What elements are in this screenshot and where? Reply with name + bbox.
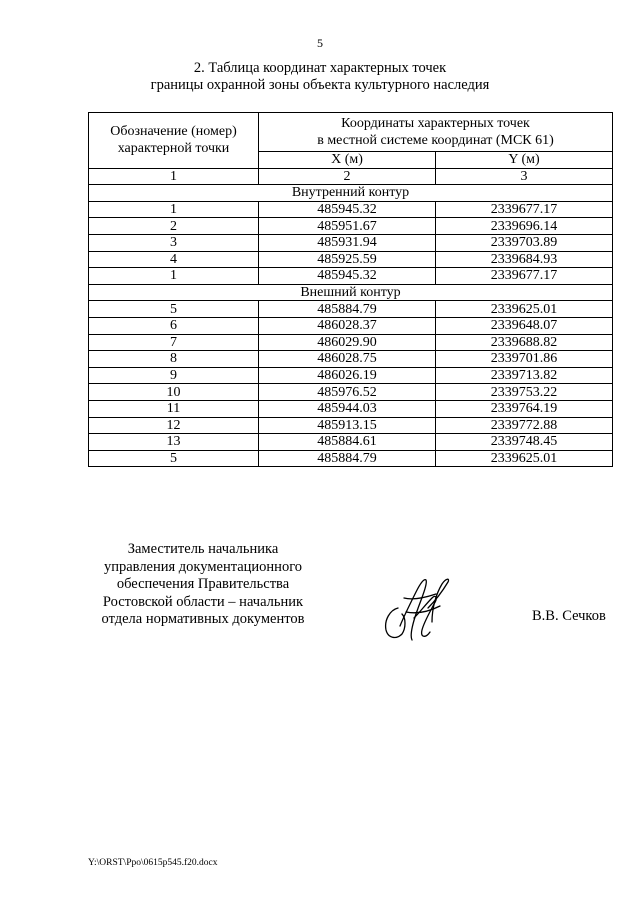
table-row xyxy=(89,234,613,251)
cell-y: 2339625.01 xyxy=(436,301,613,318)
cell-x: 485945.32 xyxy=(259,268,436,285)
cell-y: 2339764.19 xyxy=(436,400,613,417)
cell-x: 485945.32 xyxy=(259,201,436,218)
cell-y: 2339772.88 xyxy=(436,417,613,434)
cell-x: 486026.19 xyxy=(259,367,436,384)
table-row xyxy=(89,417,613,434)
cell-point: 7 xyxy=(89,334,259,351)
table-row xyxy=(89,351,613,368)
cell-x: 485944.03 xyxy=(259,400,436,417)
cell-point: 5 xyxy=(89,301,259,318)
cell-y: 2339625.01 xyxy=(436,450,613,467)
coordinates-table xyxy=(88,112,613,467)
position-line-3: обеспечения Правительства xyxy=(116,576,290,593)
position-line-5: отдела нормативных документов xyxy=(101,611,305,628)
header-point-line-1: Обозначение (номер) xyxy=(110,124,237,140)
header-y: Y (м) xyxy=(436,152,613,169)
section-outer-contour: Внешний контур xyxy=(89,284,613,301)
cell-point: 5 xyxy=(89,450,259,467)
cell-x: 485884.79 xyxy=(259,301,436,318)
cell-y: 2339696.14 xyxy=(436,218,613,235)
header-coordinates xyxy=(259,113,613,152)
title-line-2: границы охранной зоны объекта культурного наследия xyxy=(150,77,490,93)
cell-x: 485951.67 xyxy=(259,218,436,235)
table-row xyxy=(89,201,613,218)
cell-x: 485913.15 xyxy=(259,417,436,434)
position-line-4: Ростовской области – начальник xyxy=(102,593,304,610)
cell-point: 4 xyxy=(89,251,259,268)
page-title xyxy=(0,60,640,94)
cell-point: 1 xyxy=(89,201,259,218)
cell-point: 8 xyxy=(89,351,259,368)
column-number-2: 2 xyxy=(259,168,436,185)
cell-y: 2339648.07 xyxy=(436,317,613,334)
cell-point: 12 xyxy=(89,417,259,434)
title-line-1: 2. Таблица координат характерных точек xyxy=(193,60,447,76)
cell-y: 2339701.86 xyxy=(436,351,613,368)
cell-y: 2339684.93 xyxy=(436,251,613,268)
header-coords-line-1: Координаты характерных точек xyxy=(341,116,530,131)
table-row xyxy=(89,334,613,351)
signatory-position xyxy=(100,541,306,629)
header-coords-line-2: в местной системе координат (МСК 61) xyxy=(317,133,554,148)
header-point-line-2: характерной точки xyxy=(117,141,230,157)
cell-point: 9 xyxy=(89,367,259,384)
cell-y: 2339713.82 xyxy=(436,367,613,384)
cell-x: 486028.75 xyxy=(259,351,436,368)
cell-y: 2339677.17 xyxy=(436,268,613,285)
cell-x: 485931.94 xyxy=(259,234,436,251)
column-number-1: 1 xyxy=(89,168,259,185)
cell-x: 485976.52 xyxy=(259,384,436,401)
table-row xyxy=(89,317,613,334)
page-number: 5 xyxy=(317,36,323,50)
file-path: Y:\ORST\Ppo\0615p545.f20.docx xyxy=(88,858,218,868)
section-inner-contour: Внутренний контур xyxy=(89,185,613,202)
header-x: X (м) xyxy=(259,152,436,169)
handwritten-signature xyxy=(376,568,456,648)
cell-point: 1 xyxy=(89,268,259,285)
cell-point: 11 xyxy=(89,400,259,417)
table-row xyxy=(89,268,613,285)
cell-point: 6 xyxy=(89,317,259,334)
cell-x: 486028.37 xyxy=(259,317,436,334)
cell-y: 2339753.22 xyxy=(436,384,613,401)
cell-point: 10 xyxy=(89,384,259,401)
position-line-2: управления документационного xyxy=(103,558,303,575)
cell-point: 2 xyxy=(89,218,259,235)
table-row xyxy=(89,367,613,384)
cell-x: 485884.61 xyxy=(259,434,436,451)
column-number-3: 3 xyxy=(436,168,613,185)
cell-y: 2339703.89 xyxy=(436,234,613,251)
table-row xyxy=(89,218,613,235)
table-row xyxy=(89,434,613,451)
table-row xyxy=(89,384,613,401)
table-row xyxy=(89,301,613,318)
table-row xyxy=(89,450,613,467)
cell-x: 486029.90 xyxy=(259,334,436,351)
position-line-1: Заместитель начальника xyxy=(127,541,279,557)
cell-y: 2339748.45 xyxy=(436,434,613,451)
table-row xyxy=(89,251,613,268)
header-point-designation xyxy=(89,113,259,169)
cell-x: 485884.79 xyxy=(259,450,436,467)
cell-point: 13 xyxy=(89,434,259,451)
cell-y: 2339677.17 xyxy=(436,201,613,218)
cell-y: 2339688.82 xyxy=(436,334,613,351)
signer-name: В.В. Сечков xyxy=(532,608,606,624)
table-row xyxy=(89,400,613,417)
cell-x: 485925.59 xyxy=(259,251,436,268)
cell-point: 3 xyxy=(89,234,259,251)
